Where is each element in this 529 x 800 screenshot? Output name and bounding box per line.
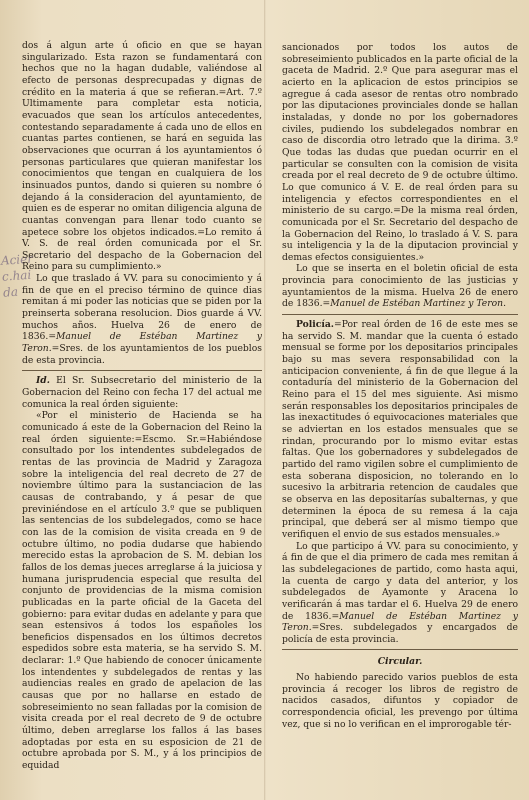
right-paragraph-3-text: =Por real órden de 16 de este mes se ha servido S. M. mandar que la cuenta ó estado mensual se forme por los depositarios principales bajo su mas severa responsabilidad con la anticipacion conveniente, á fin de que llegue á la contaduría del ministerio de la Gobernacion del Reino para el 15 del mes siguiente. Asi mismo serán responsables los depositarios principales de las inexactitudes ó equivocaciones materiales que se adviertan en los estados mensuales que se rindan, procurando por lo mismo evitar estas faltas. Que los gobernadores y subdelegados de partido del ramo vigilen sobre el cumplimiento de esta soberana disposicion, no tolerando en lo sucesivo la arbitraria retencion de caudales que se observa en las depositarías subalternas, y que determinen la época de su remesa á la caja principal, que deberá ser al mismo tiempo que verifiquen el envio de sus estados mensuales.» [282,319,518,540]
left-column [22,40,262,772]
right-paragraph-3 [282,319,518,540]
handwritten-margin-note: Acier c.hai da [0,251,34,300]
right-paragraph-2-text: Lo que se inserta en el boletin oficial de esta provincia para conocimiento de las justicias y ayuntamientos de la misma. Huelva 26 de enero de 1836. [282,263,518,310]
section-divider [282,314,518,315]
section-divider [22,370,262,371]
left-paragraph-3 [22,375,262,410]
right-column [282,42,518,730]
right-signature-1: =Manuel de Estéban Martinez y Teron. [322,298,506,310]
right-paragraph-4 [282,541,518,646]
right-paragraph-1: sancionados por todos los autos de sobreseimiento publicados en la parte oficial de la gaceta de Madrid. 2.º Que para asegurar mas el acierto en la aplicacion de estos principios se agregue á cada asesor de rentas otro nombrado por las diputaciones provinciales donde se hallan instaladas, y donde no por los gobernadores civiles, pudiendo los subdelegados nombrar en caso de discordia otro letrado que la dirima. 3.º Que todas las dudas que puedan ocurrir en el particular se consulten con la comision de visita creada por el real decreto de 9 de octubre último. Lo que comunico á V. E. de real órden para su inteligencia y efectos correspondientes en el ministerio de su cargo.=De la misma real órden, comunicada por el Sr. Secretario del despacho de la Gobernacion del Reino, lo traslado á V. S. para su inteligencia y la de la diputacion provincial y demas efectos consiguientes.» [282,42,518,263]
left-paragraph-2-tail: =Sres. de los ayuntamientos de los pueblos de esta provincia. [22,343,262,366]
left-signature: =Manuel de Estéban Martinez y Teron. [22,331,262,355]
right-signature-2: =Manuel de Estéban Martinez y Teron. [282,610,518,634]
right-paragraph-4-text: Lo que participo á VV. para su conocimiento, y á fin de que el dia primero de cada mes remitan á las subdelegaciones de partido, como hasta aqui, la cuenta de cargo y data del anterior, y los subdelegados de Ayamonte y Aracena lo verificarán á mas tardar el 6. Huelva 29 de enero de 1836. [282,540,518,622]
left-paragraph-1: dos á algun arte ú oficio en que se hayan singularizado. Esta razon se fundamentará con hechos que no la hagan dudable, valiéndose al efecto de personas desprecupadas y dignas de crédito en la materia á que se refieran.=Art. 7.º Ultimamente para completar esta noticia, evacuados que sean los artículos antecedentes, contestando separadamente á cada uno de ellos en cuantas partes contienen, se hará en seguida las observaciones que ocurran á los ayuntamientos ó personas particulares que quieran manifestar los conocimientos que tengan en cualquiera de los insinuados puntos, dando si quieren su nombre ó dejando á la consideracion del ayuntamiento, de quien es de esperar no omitan diligencia alguna de cuantas convengan para llenar todo cuanto se apetece sobre los objetos indicados.=Lo remito á V. S. de real órden comunicada por el Sr. Secretario del despacho de la Gobernacion del Reino para su cumplimiento.» [22,40,262,273]
section-title-circular: Circular. [377,656,423,668]
left-paragraph-2-text: Lo que traslado á VV. para su conocimiento y á fin de que en el preciso término de quince dias remitan á mi poder las noticias que se piden por la preinserta soberana resolucion. Dios guarde á VV. muchos años. Huelva 26 de enero de 1836. [22,273,262,343]
left-paragraph-2 [22,273,262,366]
right-paragraph-3-lead: Policía. [296,319,335,331]
left-paragraph-3-lead: Id. [36,375,50,387]
section-divider [282,649,518,650]
right-paragraph-2 [282,263,518,310]
right-paragraph-4-tail: =Sres. subdelegados y encargados de policía de esta provincia. [282,622,518,645]
left-paragraph-4: «Por el ministerio de Hacienda se ha comunicado á este de la Gobernacion del Reino la real órden siguiente:=Escmo. Sr.=Habiéndose consultado por los intendentes subdelegados de rentas de las provincia de Madrid y Zaragoza sobre la inteligencia del real decreto de 27 de noviembre último para la sustanciacion de las causas de contrabando, y á pesar de que previniéndose en el artículo 3.º que se publiquen las sentencias de los subdelegados, como se hace con las de la comision de visita creada en 9 de octubre último, no podia dudarse que habiendo merecido estas la aprobacion de S. M. debian los fallos de los demas jueces arreglarse á la juiciosa y humana jurisprudencia especial que resulta del conjunto de providencias de la misma comision publicadas en la parte oficial de la Gaceta del gobierno: para evitar dudas en adelante y para que sean estensivos á todos los españoles los beneficios dispensados en los últimos decretos espedidos sobre esta materia, se ha servido S. M. declarar: 1.º Que habiendo de conocer únicamente los intendentes y subdelegados de rentas y las audiencias reales en grado de apelacion de las causas que por no hallarse en estado de sobreseimiento no sean falladas por la comision de visita creada por el real decreto de 9 de octubre último, deben arreglarse los fallos á las bases adoptadas por esta en su esposicion de 21 de octubre aprobada por S. M., y á los principios de equidad [22,410,262,772]
right-paragraph-5: No habiendo parecido varios pueblos de esta provincia á recoger los libros de registro de nacidos casados, difuntos y copiador de correspondencia oficial, les prevengo por última vez, que si no lo verifican en el improrogable tér- [282,672,518,730]
page-fold-shadow [264,0,266,800]
left-paragraph-3-text: El Sr. Subsecretario del ministerio de la Gobernacion del Reino con fecha 17 del actual me comunica la real órden siguiente: [22,375,262,410]
